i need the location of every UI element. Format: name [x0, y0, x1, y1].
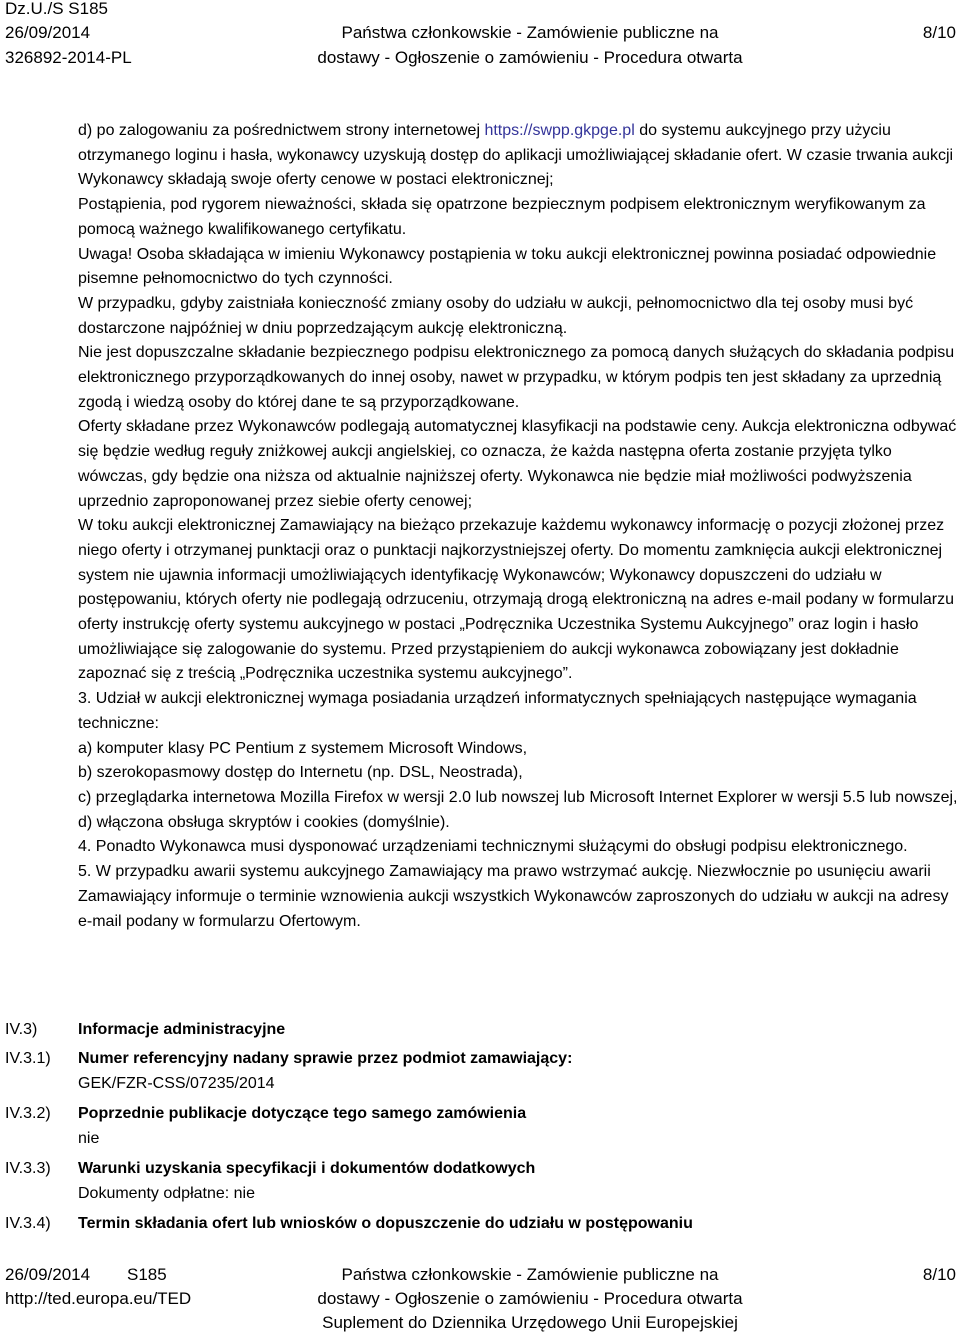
requirement-c: c) przeglądarka internetowa Mozilla Firefox w wersji 2.0 lub nowszej lub Microsoft Internet Explorer w wersji 5.5 lub nowszej, [78, 788, 958, 806]
paragraph-access [78, 119, 958, 193]
footer-page-number: 8/10 [922, 1265, 956, 1284]
footer-supplement-title: Suplement do Dziennika Urzędowego Unii Europejskiej [322, 1313, 738, 1332]
paragraph-access-rest: do systemu aukcyjnego przy użyciu otrzymanego loginu i hasła, wykonawcy uzyskują dostęp do aplikacji umożliwiającej składanie ofert. W czasie trwania aukcji Wykonawcy składają swoje oferty cenowe w postaci elektronicznej; [78, 122, 954, 189]
section-title-iv34: Termin składania ofert lub wniosków o dopuszczenie do udziału w postępowaniu [78, 1215, 693, 1232]
section-title-iv3: Informacje administracyjne [78, 1021, 286, 1038]
paragraph-system-failure: 5. W przypadku awarii systemu aukcyjnego Zamawiający ma prawo wstrzymać aukcję. Niezwłocznie po usunięciu awarii Zamawiający informuje o terminie wznowienia aukcji wszystkich Wykonawców zaproszonych do udziału w aukcji na adresy e-mail podany w formularzu Ofertowym. [78, 863, 949, 930]
reference-number: GEK/FZR-CSS/07235/2014 [78, 1075, 275, 1092]
header-notice-number: 326892-2014-PL [5, 48, 132, 67]
paragraph-requirements: 3. Udział w aukcji elektronicznej wymaga posiadania urządzeń informatycznych spełniających następujące wymagania techniczne: [78, 690, 917, 732]
paragraph-auction-progress: W toku aukcji elektronicznej Zamawiający na bieżąco przekazuje każdemu wykonawcy informację o pozycji złożonej przez niego oferty i otrzymanej punktacji oraz o punktacji najkorzystniejszej oferty. Do momentu zamknięcia aukcji elektronicznej system nie ujawnia informacji umożliwiających identyfikację Wykonawców; Wykonawcy dopuszczeni do udziału w postępowaniu, których oferty nie podlegają odrzuceniu, otrzymają drogą elektroniczną na adres e-mail podany w formularzu oferty instrukcję oferty systemu aukcyjnego w postaci „Podręcznika Uczestnika Systemu Aukcyjnego” oraz login i hasło umożliwiające się zalogowanie do systemu. Przed przystąpieniem do aukcji wykonawca zobowiązany jest dokładnie zapoznać się z treścią „Podręcznika uczestnika systemu aukcyjnego”. [78, 517, 955, 683]
footer-title-line1: Państwa członkowskie - Zamówienie publiczne na [341, 1265, 719, 1284]
header-date: 26/09/2014 [5, 23, 91, 42]
section-number-iv34: IV.3.4) [5, 1215, 51, 1232]
footer-series: S185 [127, 1265, 167, 1284]
footer-url[interactable]: http://ted.europa.eu/TED [5, 1289, 192, 1308]
requirement-b: b) szerokopasmowy dostęp do Internetu (np. DSL, Neostrada), [78, 764, 523, 782]
paragraph-warning: Uwaga! Osoba składająca w imieniu Wykonawcy postąpienia w toku aukcji elektronicznej powinna posiadać odpowiednie pisemne pełnomocnictwo do tych czynności. [78, 245, 937, 288]
documents-payable-value: Dokumenty odpłatne: nie [78, 1185, 255, 1202]
section-number-iv32: IV.3.2) [5, 1105, 51, 1122]
section-number-iv31: IV.3.1) [5, 1050, 51, 1067]
body-text [78, 119, 958, 934]
paragraph-bids-signature: Postąpienia, pod rygorem nieważności, składa się opatrzone bezpiecznym podpisem elektronicznym weryfikowanym za pomocą ważnego kwalifikowanego certyfikatu. [78, 196, 926, 238]
paragraph-classification: Oferty składane przez Wykonawców podlegają automatycznej klasyfikacji na podstawie ceny. Aukcja elektroniczna odbywać się będzie według reguły zniżkowej aukcji angielskiej, co oznacza, że każda następna oferta zostanie przyjęta tylko wówczas, gdy będzie ona niższa od aktualnie najniższej oferty. Wykonawca nie będzie miał możliwości podwyższenia uprzednio zaproponowanej przez siebie oferty cenowej; [78, 418, 957, 510]
auction-system-link[interactable]: https://swpp.gkpge.pl [484, 122, 635, 139]
section-title-iv32: Poprzednie publikacje dotyczące tego samego zamówienia [78, 1105, 527, 1122]
footer-title-line2: dostawy - Ogłoszenie o zamówieniu - Procedura otwarta [317, 1289, 743, 1308]
paragraph-access-prefix: d) po zalogowaniu za pośrednictwem strony internetowej [78, 122, 485, 139]
section-title-iv33: Warunki uzyskania specyfikacji i dokumentów dodatkowych [78, 1160, 536, 1177]
header-page-number: 8/10 [922, 23, 956, 42]
requirement-d: d) włączona obsługa skryptów i cookies (domyślnie). [78, 813, 450, 831]
previous-publications-value: nie [78, 1130, 100, 1147]
paragraph-person-change: W przypadku, gdyby zaistniała konieczność zmiany osoby do udziału w aukcji, pełnomocnictwo dla tej osoby musi być dostarczone najpóźniej w dniu poprzedzającym aukcję elektroniczną. [78, 294, 914, 337]
paragraph-signature-rule: Nie jest dopuszczalne składanie bezpiecznego podpisu elektronicznego za pomocą danych służących do składania podpisu elektronicznego przyporządkowanych do innej osoby, nawet w przypadku, w którym podpis ten jest składany za uprzednią zgodą i wiedzą osoby do której dane te są przyporządkowane. [78, 344, 955, 411]
section-number-iv33: IV.3.3) [5, 1160, 51, 1177]
header-title-line2: dostawy - Ogłoszenie o zamówieniu - Procedura otwarta [317, 48, 743, 67]
section-title-iv31: Numer referencyjny nadany sprawie przez podmiot zamawiający: [78, 1050, 573, 1067]
header-title-line1: Państwa członkowskie - Zamówienie publiczne na [341, 23, 719, 42]
requirement-a: a) komputer klasy PC Pentium z systemem Microsoft Windows, [78, 739, 528, 757]
header-journal-ref: Dz.U./S S185 [5, 0, 108, 18]
paragraph-signature-devices: 4. Ponadto Wykonawca musi dysponować urządzeniami technicznymi służącymi do obsługi podpisu elektronicznego. [78, 838, 908, 856]
section-number-iv3: IV.3) [5, 1021, 38, 1038]
footer-date: 26/09/2014 [5, 1265, 91, 1284]
